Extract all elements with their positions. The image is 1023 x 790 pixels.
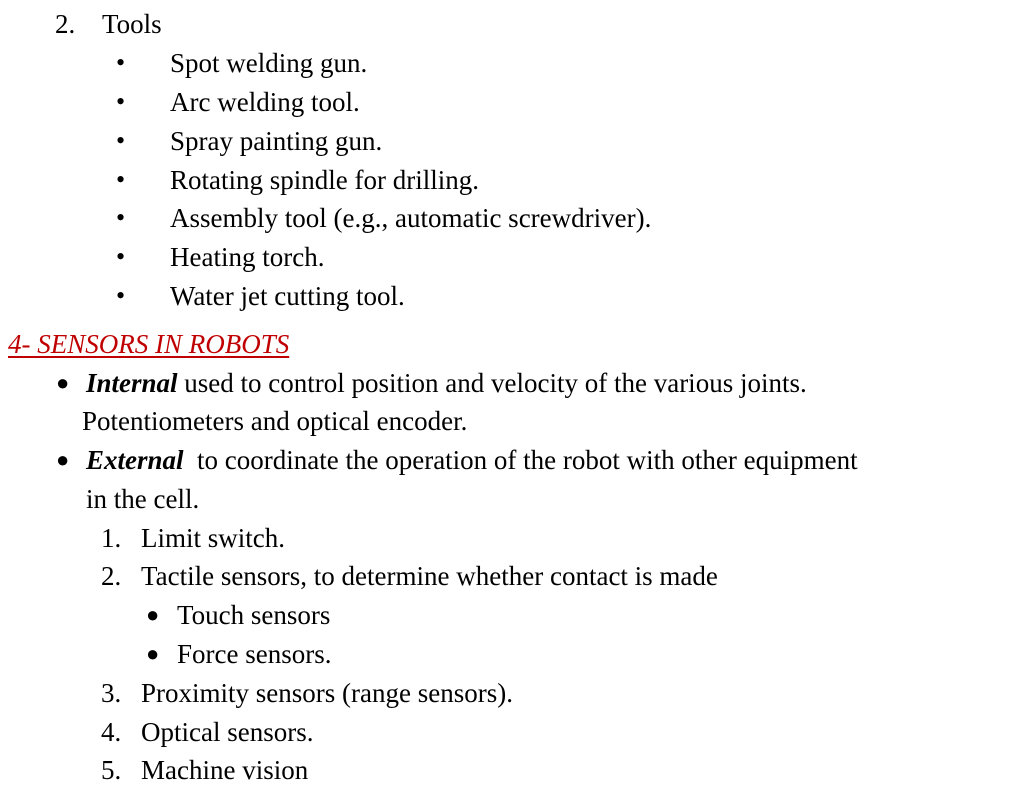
round-bullet-icon: ● (56, 370, 70, 395)
internal-sensors-text (86, 364, 807, 402)
section-heading: 4- SENSORS IN ROBOTS (8, 329, 290, 359)
internal-term: Internal (86, 368, 178, 398)
bullet-icon: • (116, 48, 126, 77)
round-bullet-icon: ● (56, 447, 70, 472)
list-text: Proximity sensors (range sensors). (141, 678, 513, 708)
external-sensors-text (86, 441, 858, 479)
sub-item-text: Force sensors. (177, 639, 332, 669)
bullet-icon: • (116, 203, 126, 232)
tools-item-text: Spot welding gun. (170, 48, 368, 78)
list-text: Tactile sensors, to determine whether contact is made (141, 561, 718, 591)
tools-item-text: Water jet cutting tool. (170, 281, 405, 311)
round-bullet-icon: ● (146, 641, 160, 666)
list-number: 5. (101, 755, 122, 785)
bullet-icon: • (116, 242, 126, 271)
sub-item-text: Touch sensors (177, 600, 331, 630)
list-number: 1. (101, 523, 122, 553)
bullet-icon: • (116, 165, 126, 194)
external-description: to coordinate the operation of the robot with other equipment (183, 445, 858, 475)
internal-description: used to control position and velocity of the various joints. (177, 368, 807, 398)
internal-continuation: Potentiometers and optical encoder. (82, 406, 468, 436)
tools-number: 2. (55, 9, 76, 39)
tools-item-text: Spray painting gun. (170, 126, 383, 156)
tools-item-text: Arc welding tool. (170, 87, 360, 117)
external-continuation: in the cell. (86, 484, 200, 514)
round-bullet-icon: ● (146, 602, 160, 627)
list-number: 3. (101, 678, 122, 708)
bullet-icon: • (116, 126, 126, 155)
external-term: External (86, 445, 184, 475)
bullet-icon: • (116, 281, 126, 310)
tools-item-text: Assembly tool (e.g., automatic screwdriver). (170, 203, 652, 233)
list-number: 4. (101, 717, 122, 747)
list-text: Limit switch. (141, 523, 285, 553)
list-text: Optical sensors. (141, 717, 314, 747)
tools-item-text: Rotating spindle for drilling. (170, 165, 479, 195)
list-number: 2. (101, 561, 122, 591)
tools-item-text: Heating torch. (170, 242, 325, 272)
bullet-icon: • (116, 87, 126, 116)
tools-title: Tools (102, 9, 162, 39)
list-text: Machine vision (141, 755, 309, 785)
